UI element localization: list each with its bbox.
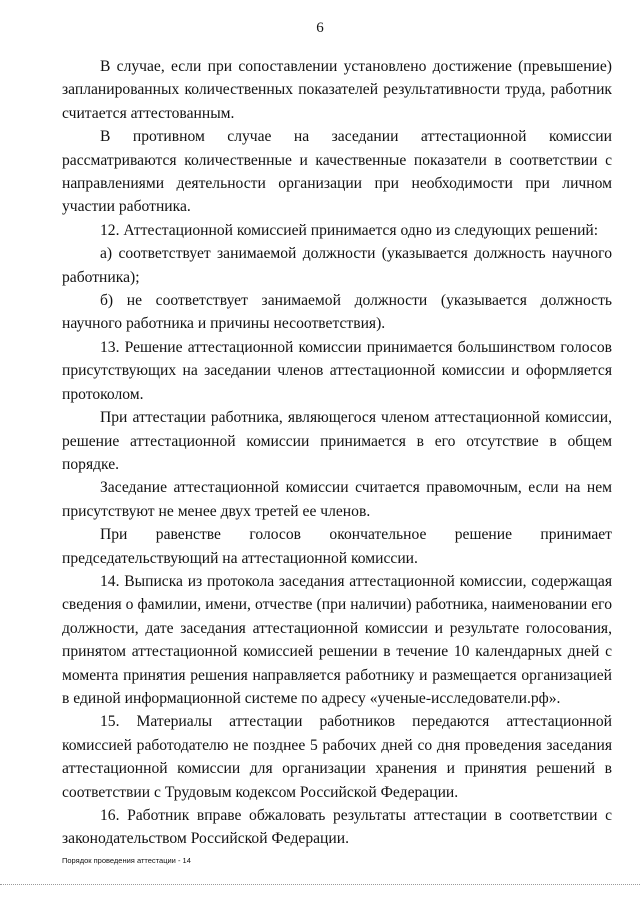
paragraph-item-16: 16. Работник вправе обжаловать результаты аттестации в соответствии с законодательством Российской Федерации.: [62, 807, 612, 848]
paragraph-tie-vote: При равенстве голосов окончательное решение принимает председательствующий на аттестационной комиссии.: [62, 526, 612, 567]
paragraph-item-12b: б) не соответствует занимаемой должности (указывается должность научного работника и причины несоответствия).: [62, 292, 612, 333]
scan-edge-divider: [0, 884, 640, 885]
paragraph-item-14: 14. Выписка из протокола заседания аттестационной комиссии, содержащая сведения о фамилии, имени, отчестве (при наличии) работника, наименовании его должности, дате заседания аттестационной комиссии и результате голосования, принятом аттестационной комиссией решении в течение 10 календарных дней с момента принятия решения направляется работнику и размещается организацией в единой информационной системе по адресу «ученые-исследователи.рф».: [62, 572, 612, 707]
paragraph-otherwise: В противном случае на заседании аттестационной комиссии рассматриваются количественные и качественные показатели в соответствии с направлениями деятельности организации при необходимости при личном участии работника.: [62, 128, 612, 216]
page-number: 6: [316, 20, 324, 36]
document-body: [62, 55, 612, 851]
paragraph-quorum: Заседание аттестационной комиссии считается правомочным, если на нем присутствуют не менее двух третей ее членов.: [62, 479, 612, 520]
paragraph-attested: В случае, если при сопоставлении установлено достижение (превышение) запланированных количественных показателей результативности труда, работник считается аттестованным.: [62, 58, 612, 122]
paragraph-item-13: 13. Решение аттестационной комиссии принимается большинством голосов присутствующих на заседании членов аттестационной комиссии и оформляется протоколом.: [62, 338, 612, 403]
paragraph-member-attestation: При аттестации работника, являющегося членом аттестационной комиссии, решение аттестационной комиссии принимается в его отсутствие в общем порядке.: [62, 409, 612, 473]
footer-note: Порядок проведения аттестации - 14: [62, 856, 191, 865]
paragraph-item-12: 12. Аттестационной комиссией принимается одно из следующих решений:: [100, 221, 599, 239]
paragraph-item-12a: а) соответствует занимаемой должности (указывается должность научного работника);: [62, 245, 612, 286]
paragraph-item-15: 15. Материалы аттестации работников передаются аттестационной комиссией работодателю не позднее 5 рабочих дней со дня проведения заседания аттестационной комиссии для организации хранения и принятия решений в соответствии с Трудовым кодексом Российской Федерации.: [62, 713, 612, 801]
